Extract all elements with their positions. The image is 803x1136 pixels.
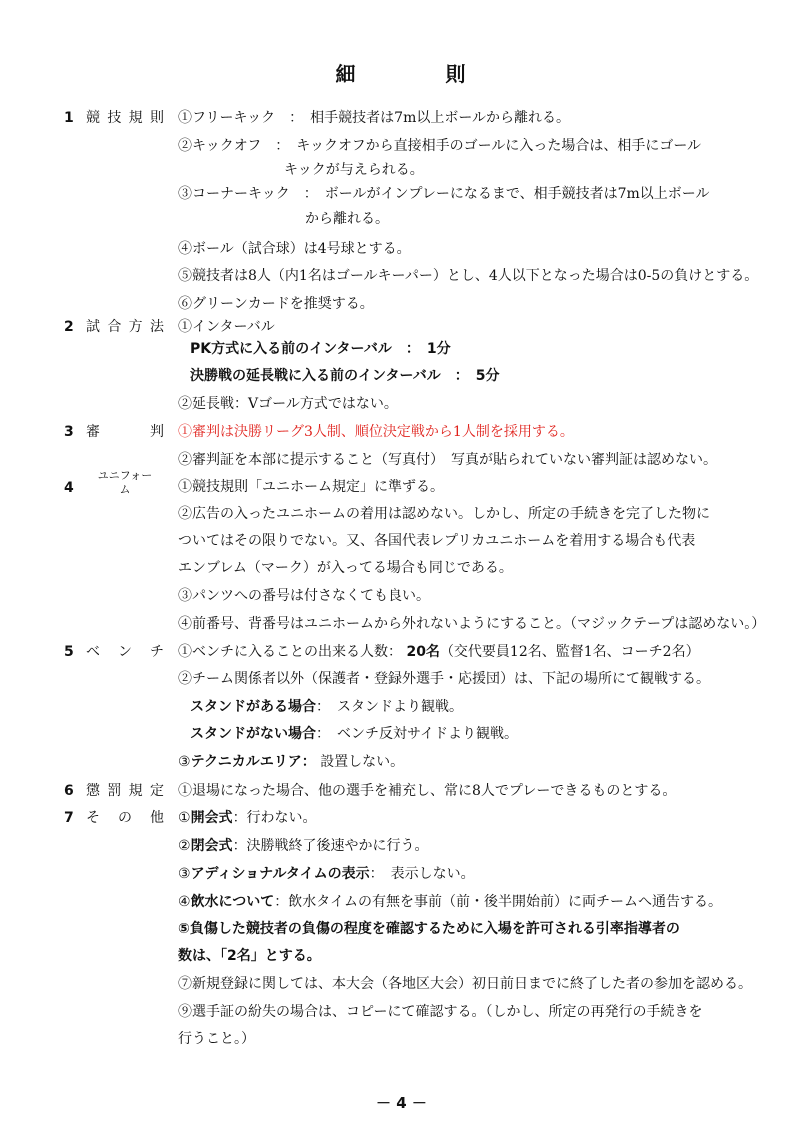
rule-line: ④前番号、背番号はユニホームから外れないようにすること。（マジックテープは認めない。） [178,616,766,632]
page-number: － 4 － [376,1094,427,1112]
rule-line: 行うこと。） [178,1031,255,1047]
rule-line-highlight: ①審判は決勝リーグ3人制、順位決定戦から1人制を採用する。 [178,424,574,440]
rule-line: ついてはその限りでない。又、各国代表レプリカユニホームを着用する場合も代表 [178,533,696,549]
rule-line: ③パンツへの番号は付さなくても良い。 [178,588,430,604]
rule-line: ①競技規則「ユニホーム規定」に準ずる。 [178,479,444,495]
section-3-label: 審 判 [86,424,164,440]
rule-line: ⑦新規登録に関しては、本大会（各地区大会）初日前日までに終了した者の参加を認める。 [178,976,752,992]
section-6-number: 6 [64,783,74,799]
rule-line: から離れる。 [305,211,389,227]
section-7-number: 7 [64,810,74,826]
title-char-right: 則 [445,62,468,86]
rule-line: ④ボール（試合球）は4号球とする。 [178,241,411,257]
section-1-number: 1 [64,110,74,126]
rule-line-bold: 数は、「2名」とする。 [178,948,321,964]
rule-line: スタンドがある場合： スタンドより観戦。 [190,699,463,715]
rule-line: ⑨選手証の紛失の場合は、コピーにて確認する。（しかし、所定の再発行の手続きを [178,1004,703,1020]
rule-line: ②広告の入ったユニホームの着用は認めない。しかし、所定の手続きを完了した物に [178,506,710,522]
page-title [0,58,803,87]
rule-line-bold: ⑤負傷した競技者の負傷の程度を確認するために入場を許可される引率指導者の [178,921,680,937]
section-5-label: ベ ン チ [86,644,164,660]
rule-line-bold: 決勝戦の延長戦に入る前のインターバル ： 5分 [190,368,500,384]
rule-line: キックが与えられる。 [284,162,424,178]
section-2-label: 試 合 方 法 [86,319,164,335]
rule-line-bold: PK方式に入る前のインターバル ： 1分 [190,341,451,357]
rule-line: ②審判証を本部に提示すること（写真付） 写真が貼られていない審判証は認めない。 [178,452,717,468]
rule-line: ①開会式：行わない。 [178,810,317,826]
rule-line: ②延長戦：Vゴール方式ではない。 [178,396,398,412]
section-4-number: 4 [64,480,74,496]
rule-line: ③テクニカルエリア： 設置しない。 [178,754,405,770]
section-1-label: 競 技 規 則 [86,110,164,126]
rule-line: ①インターバル [178,319,275,335]
rule-line: エンブレム（マーク）が入ってる場合も同じである。 [178,560,513,576]
rule-line: スタンドがない場合： ベンチ反対サイドより観戦。 [190,726,519,742]
section-4-label-line1: ユニフォー [97,469,153,482]
rule-line: ③コーナーキック ： ボールがインプレーになるまで、相手競技者は7m以上ボール [178,186,710,202]
rule-line: ②チーム関係者以外（保護者・登録外選手・応援団）は、下記の場所にて観戦する。 [178,671,710,687]
section-7-label: そ の 他 [86,810,164,826]
section-5-number: 5 [64,644,74,660]
section-2-number: 2 [64,319,74,335]
rule-line: ①退場になった場合、他の選手を補充し、常に8人でプレーできるものとする。 [178,783,677,799]
rule-line: ①フリーキック ： 相手競技者は7m以上ボールから離れる。 [178,110,571,126]
section-6-label: 懲 罰 規 定 [86,783,164,799]
title-char-left: 細 [335,62,358,86]
section-4-label-line2: ム [119,483,131,496]
rule-line: ②キックオフ ： キックオフから直接相手のゴールに入った場合は、相手にゴール [178,138,702,154]
rule-line: ①ベンチに入ることの出来る人数： 20名（交代要員12名、監督1名、コーチ2名） [178,644,700,660]
rule-line: ⑥グリーンカードを推奨する。 [178,296,374,312]
rule-line: ③アディショナルタイムの表示： 表示しない。 [178,866,475,882]
rule-line: ⑤競技者は8人（内1名はゴールキーパー）とし、4人以下となった場合は0-5の負けとする。 [178,268,759,284]
rule-line: ④飲水について：飲水タイムの有無を事前（前・後半開始前）に両チームへ通告する。 [178,894,723,910]
rule-line: ②閉会式：決勝戦終了後速やかに行う。 [178,838,429,854]
section-3-number: 3 [64,424,74,440]
